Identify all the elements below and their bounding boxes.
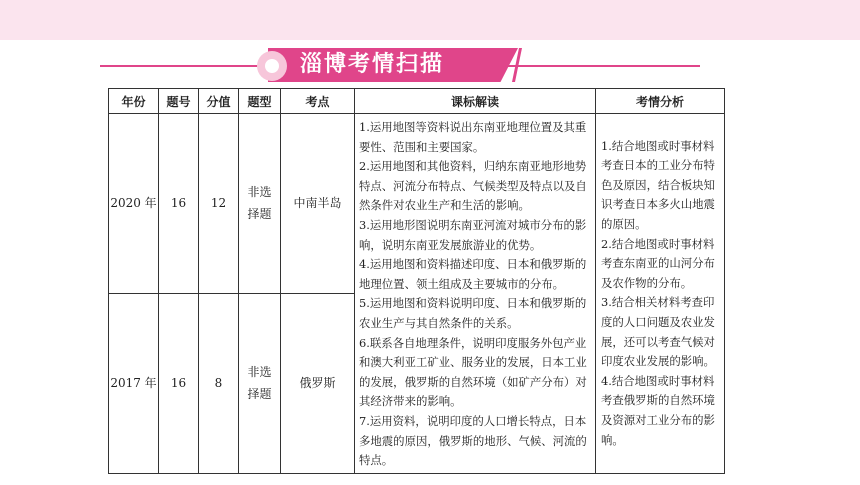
header-analysis: 考情分析 [596, 89, 725, 114]
analysis-item: 2.结合地图或时事材料考查东南亚的山河分布及农作物的分布。 [601, 236, 715, 290]
topic-cell: 中南半岛 [281, 114, 355, 294]
analysis-cell [596, 114, 725, 474]
circle-icon-center [265, 59, 279, 73]
standard-item: 3.运用地形图说明东南亚河流对城市分布的影响，说明东南亚发展旅游业的优势。 [359, 217, 587, 252]
score-cell: 12 [199, 114, 239, 294]
type-cell: 非选择题 [247, 185, 272, 222]
type-cell-wrap [239, 293, 281, 473]
header-year: 年份 [109, 89, 159, 114]
standard-item: 7.运用资料，说明印度的人口增长特点，日本多地震的原因，俄罗斯的地形、气候、河流的特点。 [359, 413, 587, 468]
standards-cell [355, 114, 596, 474]
header-topic: 考点 [281, 89, 355, 114]
analysis-item: 1.结合地图或时事材料考查日本的工业分布特色及原因，结合板块知识考查日本多火山地震的原因。 [601, 138, 715, 231]
standard-item: 2.运用地图和其他资料，归纳东南亚地形地势特点、河流分布特点、气候类型及特点以及自然条件对农业生产和生活的影响。 [359, 159, 587, 213]
table-header-row [109, 89, 725, 114]
header-type: 题型 [239, 89, 281, 114]
analysis-item: 3.结合相关材料考查印度的人口问题及农业发展，还可以考查气候对印度农业发展的影响。 [601, 295, 715, 369]
standard-item: 4.运用地图和资料描述印度、日本和俄罗斯的地理位置、领土组成及主要城市的分布。 [359, 257, 587, 291]
section-title: 淄博考情扫描 [300, 52, 445, 77]
year-cell: 2017 年 [109, 293, 159, 473]
topic-cell: 俄罗斯 [281, 293, 355, 473]
analysis-item: 4.结合地图或时事材料考查俄罗斯的自然环境及资源对工业分布的影响。 [601, 373, 715, 447]
type-cell: 非选择题 [247, 365, 272, 402]
type-cell-wrap [239, 114, 281, 294]
header-score: 分值 [199, 89, 239, 114]
exam-analysis-table [108, 88, 725, 474]
table-row [109, 114, 725, 294]
standard-item: 1.运用地图等资料说出东南亚地理位置及其重要性、范围和主要国家。 [359, 120, 587, 154]
top-band [0, 0, 860, 40]
standard-item: 6.联系各自地理条件，说明印度服务外包产业和澳大利亚工矿业、服务业的发展，日本工业的发展，俄罗斯的自然环境（如矿产分布）对其经济带来的影响。 [359, 335, 587, 409]
score-cell: 8 [199, 293, 239, 473]
number-cell: 16 [159, 114, 199, 294]
header-number: 题号 [159, 89, 199, 114]
standard-item: 5.运用地图和资料说明印度、日本和俄罗斯的农业生产与其自然条件的关系。 [359, 296, 587, 330]
header-standards: 课标解读 [355, 89, 596, 114]
number-cell: 16 [159, 293, 199, 473]
year-cell: 2020 年 [109, 114, 159, 294]
